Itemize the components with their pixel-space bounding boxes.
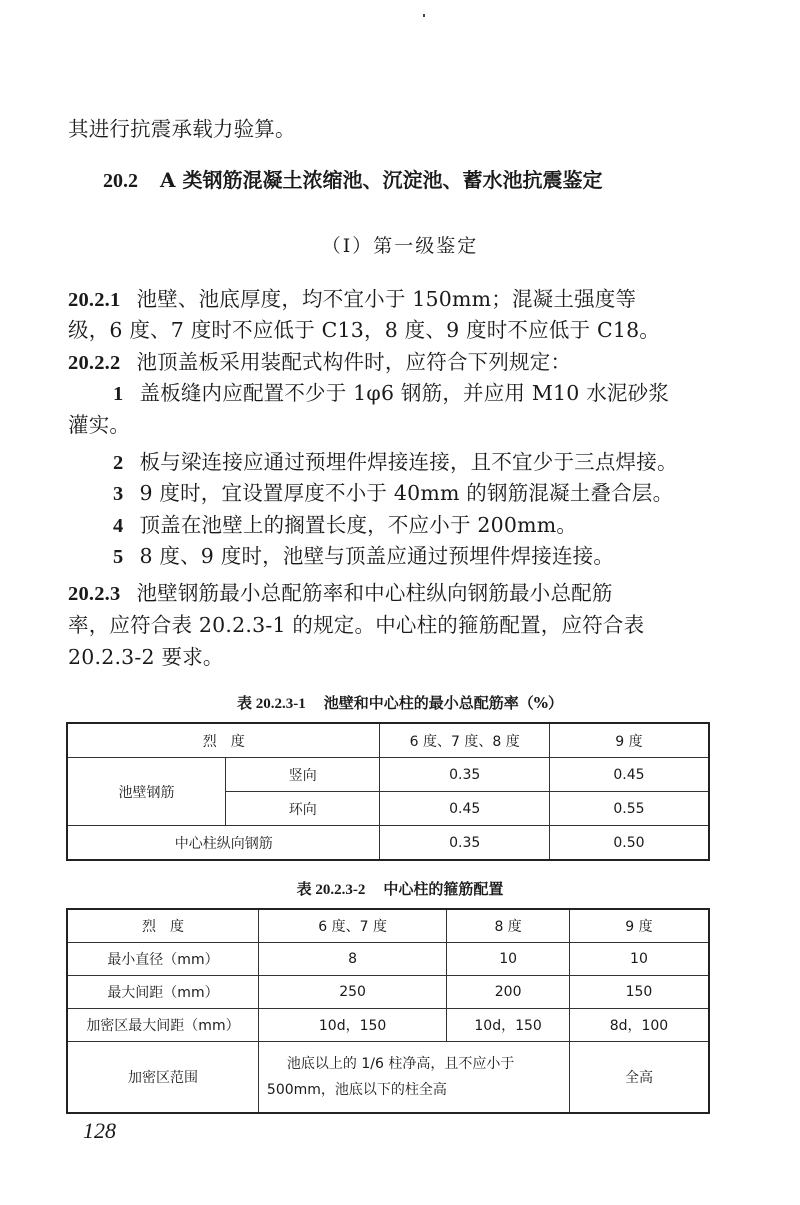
page-number: 128: [83, 1118, 116, 1143]
table-stirrup-configuration: [66, 908, 710, 1114]
row-label-cell: 最大间距（mm）: [67, 976, 258, 1009]
value-cell: 0.55: [549, 792, 709, 826]
clause-text-cont: 级，6 度、7 度时不应低于 C13，8 度、9 度时不应低于 C18。: [68, 318, 661, 342]
group-label-cell: 池壁钢筋: [67, 758, 225, 826]
value-cell: 8: [258, 943, 446, 976]
item-text: 9 度时，宜设置厚度不小于 40mm 的钢筋混凝土叠合层。: [139, 481, 674, 505]
row-label-cell: 竖向: [225, 758, 379, 792]
value-cell: 0.45: [549, 758, 709, 792]
subsection-heading: （Ⅰ）第一级鉴定: [321, 235, 479, 257]
clause-number: 20.2.3: [68, 583, 121, 605]
header-cell: 6 度、7 度、8 度: [380, 723, 549, 758]
clause-20-2-3: [68, 578, 613, 609]
item-text: 8 度、9 度时，池壁与顶盖应通过预埋件焊接连接。: [139, 544, 615, 568]
table-row: [67, 826, 709, 861]
merged-line-2: 500mm，池底以下的柱全高: [266, 1082, 447, 1098]
table-row: [67, 1042, 709, 1114]
table-min-reinforcement-ratio: [66, 722, 710, 861]
list-item: [113, 510, 577, 541]
clause-text-cont: 率，应符合表 20.2.3-1 的规定。中心柱的箍筋配置，应符合表: [68, 613, 645, 637]
table-row: [67, 943, 709, 976]
value-cell: 0.35: [380, 826, 549, 861]
table1-caption-number: 表 20.2.3-1: [236, 696, 306, 712]
value-cell: 10: [447, 943, 570, 976]
item-number: 3: [113, 483, 124, 505]
table1-caption: [0, 692, 800, 713]
row-label-cell: 中心柱纵向钢筋: [67, 826, 380, 861]
list-item: [113, 478, 673, 509]
item-text-cont: 灌实。: [68, 413, 131, 437]
row-label-cell: 加密区最大间距（mm）: [67, 1009, 258, 1042]
intro-line: 其进行抗震承载力验算。: [68, 117, 296, 141]
clause-text: 池壁、池底厚度，均不宜小于 150mm；混凝土强度等: [136, 287, 637, 311]
clause-number: 20.2.1: [68, 289, 121, 311]
item-number: 2: [113, 452, 124, 474]
header-cell: 9 度: [569, 909, 709, 943]
clause-20-2-2: [68, 347, 571, 378]
section-title: A 类钢筋混凝土浓缩池、沉淀池、蓄水池抗震鉴定: [160, 168, 603, 192]
value-cell: 10d，150: [447, 1009, 570, 1042]
value-cell: 0.35: [380, 758, 549, 792]
table2-caption: [0, 878, 800, 899]
section-number: 20.2: [103, 170, 138, 192]
value-cell: 全高: [569, 1042, 709, 1114]
value-cell: 0.45: [380, 792, 549, 826]
header-cell: 烈 度: [67, 909, 258, 943]
table2-caption-number: 表 20.2.3-2: [296, 882, 366, 898]
value-cell: 200: [447, 976, 570, 1009]
clause-text: 池顶盖板采用装配式构件时，应符合下列规定：: [136, 350, 572, 374]
item-text: 盖板缝内应配置不少于 1φ6 钢筋，并应用 M10 水泥砂浆: [139, 381, 670, 405]
value-cell: 10: [569, 943, 709, 976]
clause-text: 池壁钢筋最小总配筋率和中心柱纵向钢筋最小总配筋: [136, 581, 613, 605]
header-cell: 9 度: [549, 723, 709, 758]
item-number: 5: [113, 546, 124, 568]
item-number: 1: [113, 383, 124, 405]
value-cell: 250: [258, 976, 446, 1009]
value-cell: 10d，150: [258, 1009, 446, 1042]
item-text: 板与梁连接应通过预埋件焊接连接，且不宜少于三点焊接。: [139, 450, 678, 474]
list-item: [113, 541, 614, 572]
value-cell: 150: [569, 976, 709, 1009]
list-item: [113, 447, 678, 478]
header-cell: 6 度、7 度: [258, 909, 446, 943]
header-cell: 烈 度: [67, 723, 380, 758]
value-cell: 0.50: [549, 826, 709, 861]
table-header-row: [67, 723, 709, 758]
table2-caption-text: 中心柱的箍筋配置: [383, 880, 504, 898]
list-item: [113, 378, 669, 409]
table-row: [67, 976, 709, 1009]
clause-20-2-1: [68, 284, 636, 315]
row-label-cell: 加密区范围: [67, 1042, 258, 1114]
value-cell: 8d，100: [569, 1009, 709, 1042]
row-label-cell: 最小直径（mm）: [67, 943, 258, 976]
item-number: 4: [113, 515, 124, 537]
merged-line-1: 池底以上的 1/6 柱净高，且不应小于: [286, 1056, 515, 1072]
header-cell: 8 度: [447, 909, 570, 943]
row-label-cell: 环向: [225, 792, 379, 826]
table-header-row: [67, 909, 709, 943]
scan-speck: [423, 14, 425, 17]
table1-caption-text: 池壁和中心柱的最小总配筋率（%）: [323, 694, 563, 712]
clause-text-cont: 20.2.3-2 要求。: [68, 645, 224, 669]
clause-number: 20.2.2: [68, 352, 121, 374]
merged-value-cell: [258, 1042, 569, 1114]
section-heading: [103, 164, 602, 193]
table-row: [67, 1009, 709, 1042]
table-row: [67, 758, 709, 792]
item-text: 顶盖在池壁上的搁置长度，不应小于 200mm。: [139, 513, 578, 537]
